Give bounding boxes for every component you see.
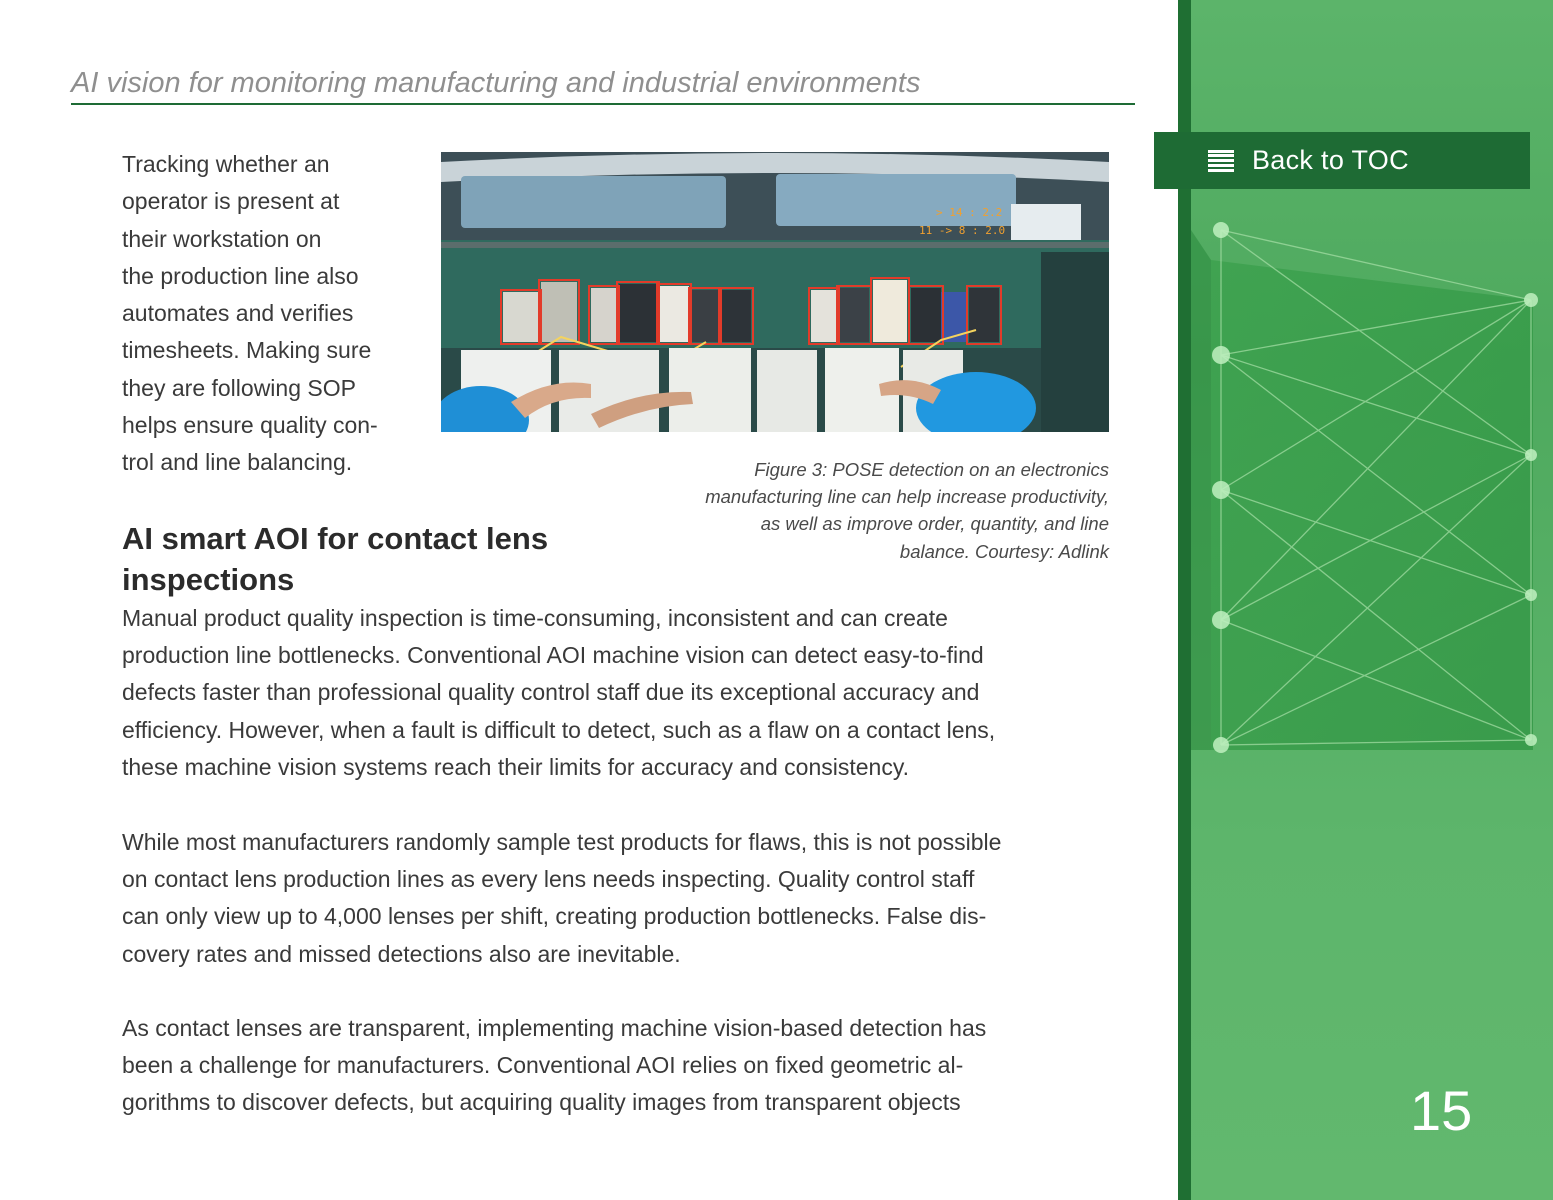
back-to-toc-button[interactable] xyxy=(1154,132,1530,189)
paragraph-line: efficiency. However, when a fault is difficult to detect, such as a flaw on a contact lens, xyxy=(122,716,996,743)
intro-line: they are following SOP xyxy=(122,374,356,401)
intro-line: automates and verifies xyxy=(122,300,354,327)
list-icon xyxy=(1208,150,1234,172)
paragraph-line: As contact lenses are transparent, implementing machine vision-based detection has xyxy=(122,1015,987,1041)
heading-line: AI smart AOI for contact lens xyxy=(122,521,549,556)
caption-line: manufacturing line can help increase productivity, xyxy=(705,486,1109,508)
caption-line: balance. Courtesy: Adlink xyxy=(899,540,1109,562)
intro-line: helps ensure quality con- xyxy=(122,412,378,439)
header-rule xyxy=(71,103,1135,105)
intro-paragraph xyxy=(122,146,422,482)
intro-line: their workstation on xyxy=(122,225,322,252)
page-number: 15 xyxy=(1410,1079,1473,1142)
paragraph-line: production line bottlenecks. Conventional AOI machine vision can detect easy-to-find xyxy=(122,642,984,669)
body-paragraph-2 xyxy=(122,824,1112,973)
caption-line: as well as improve order, quantity, and line xyxy=(760,513,1109,535)
overlay-count-1: > 14 : 2.2 xyxy=(936,206,1003,219)
section-heading xyxy=(122,518,642,600)
intro-line: timesheets. Making sure xyxy=(122,337,372,364)
paragraph-line: Manual product quality inspection is time-consuming, inconsistent and can create xyxy=(122,605,948,631)
network-mesh-graphic xyxy=(1191,190,1553,770)
factory-line-illustration xyxy=(441,152,1109,432)
paragraph-line: these machine vision systems reach their limits for accuracy and consistency. xyxy=(122,753,909,780)
figure-pose-detection-photo xyxy=(441,152,1109,432)
monitor-left xyxy=(461,176,726,228)
paragraph-line: been a challenge for manufacturers. Conventional AOI relies on fixed geometric al- xyxy=(122,1052,964,1079)
body-paragraph-1 xyxy=(122,600,1112,786)
paragraph-line: can only view up to 4,000 lenses per shift, creating production bottlenecks. False dis- xyxy=(122,903,987,930)
caption-line: Figure 3: POSE detection on an electronics xyxy=(754,459,1109,480)
overlay-count-2: 11 -> 8 : 2.0 xyxy=(919,224,1006,237)
intro-line: Tracking whether an xyxy=(122,151,330,177)
running-header: AI vision for monitoring manufacturing and industrial environments xyxy=(71,67,921,99)
paragraph-line: gorithms to discover defects, but acquiring quality images from transparent objects xyxy=(122,1089,961,1116)
figure-caption xyxy=(640,456,1109,565)
paragraph-line: on contact lens production lines as every lens needs inspecting. Quality control staff xyxy=(122,866,975,893)
body-paragraph-3 xyxy=(122,1010,1112,1122)
heading-line: inspections xyxy=(122,562,295,597)
paragraph-line: defects faster than professional quality control staff due its exceptional accuracy and xyxy=(122,679,980,706)
paragraph-line: While most manufacturers randomly sample test products for flaws, this is not possible xyxy=(122,829,1002,855)
intro-line: operator is present at xyxy=(122,188,340,215)
paragraph-line: covery rates and missed detections also are inevitable. xyxy=(122,940,681,967)
back-to-toc-label: Back to TOC xyxy=(1252,145,1409,175)
intro-line: the production line also xyxy=(122,262,359,289)
intro-line: trol and line balancing. xyxy=(122,449,353,476)
